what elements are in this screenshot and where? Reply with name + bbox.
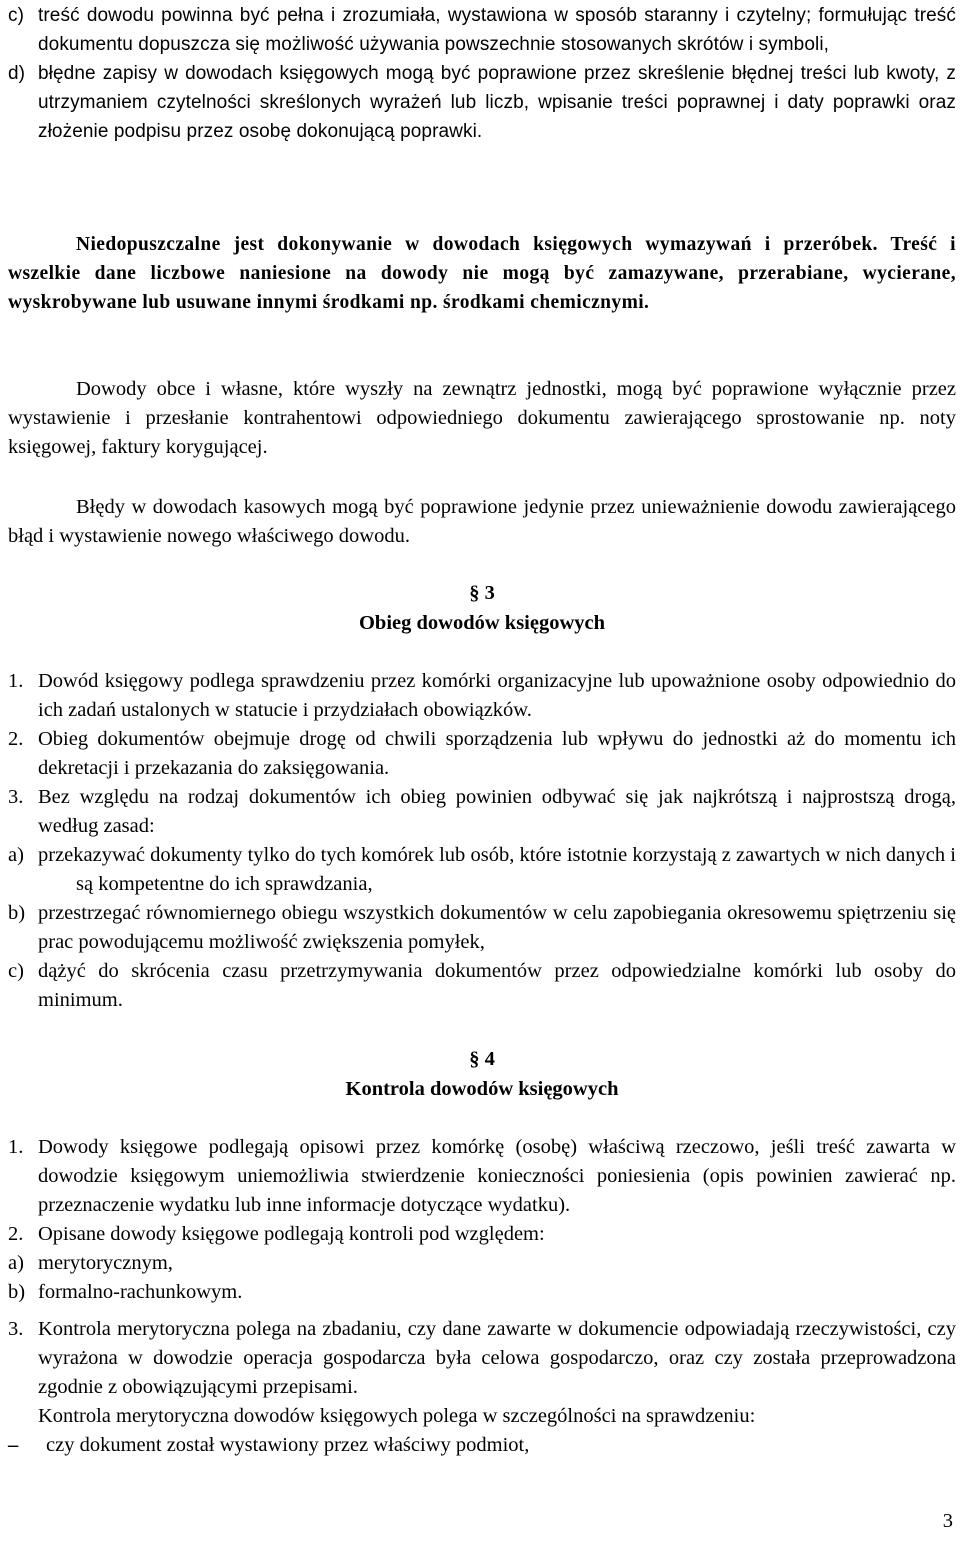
list-marker: 2.	[8, 1223, 24, 1245]
list-item	[8, 667, 956, 725]
section3-list	[8, 667, 956, 1015]
cash-docs-block	[8, 493, 956, 551]
sublist-text: przestrzegać równomiernego obiegu wszystkich dokumentów w celu zapobiegania okresowemu spiętrzeniu się prac powodującemu możliwość zwiększenia pomyłek,	[38, 902, 956, 953]
sublist-text: przekazywać dokumenty tylko do tych komórek lub osób, które istotnie korzystają z zawartych w nich danych i są kompetentne do ich sprawdzania,	[38, 844, 956, 895]
sublist-text: merytorycznym,	[38, 1252, 173, 1274]
list-text: treść dowodu powinna być pełna i zrozumiała, wystawiona w sposób staranny i czytelny; formułując treść dokumentu dopuszcza się możliwość używania powszechnie stosowanych skrótów i symboli,	[38, 5, 956, 55]
section4-list	[8, 1133, 956, 1460]
list-item	[8, 1133, 956, 1220]
list-text: Dowód księgowy podlega sprawdzeniu przez komórki organizacyjne lub upoważnione osoby odpowiednio do ich zadań ustalonych w statucie i przydziałach obowiązków.	[38, 670, 956, 721]
list-marker: 2.	[8, 728, 24, 750]
list-marker: 1.	[8, 670, 24, 692]
section3-heading	[8, 579, 956, 638]
sublist-marker: b)	[8, 1281, 26, 1303]
list-item	[8, 783, 956, 841]
sublist-text: formalno-rachunkowym.	[38, 1281, 243, 1303]
sublist-item	[8, 1278, 956, 1307]
dash-text: czy dokument został wystawiony przez właściwy podmiot,	[46, 1434, 530, 1456]
sublist-marker: c)	[8, 960, 24, 982]
list-item	[8, 1, 956, 59]
paragraph-external: Dowody obce i własne, które wyszły na zewnątrz jednostki, mogą być poprawione wyłącznie przez wystawienie i przesłanie kontrahentowi odpowiedniego dokumentu zawierającego sprostowanie np. noty księgowej, faktury korygującej.	[8, 378, 956, 458]
sublist-text: dążyć do skrócenia czasu przetrzymywania dokumentów przez odpowiedzialne komórki lub osoby do minimum.	[38, 960, 956, 1011]
list-text: błędne zapisy w dowodach księgowych mogą być poprawione przez skreślenie błędnej treści lub kwoty, z utrzymaniem czytelności skreślonych wyrażeń lub liczb, wpisanie treści poprawnej i daty poprawki oraz złożenie podpisu przez osobę dokonującą poprawki.	[38, 63, 956, 142]
list-text: Kontrola merytoryczna dowodów księgowych polega w szczególności na sprawdzeniu:	[38, 1405, 756, 1427]
bold-paragraph: Niedopuszczalne jest dokonywanie w dowodach księgowych wymazywań i przeróbek. Treść i wszelkie dane liczbowe naniesione na dowody nie mogą być zamazywane, przerabiane, wycierane, wyskrobywane lub usuwane innymi środkami np. środkami chemicznymi.	[8, 234, 956, 313]
list-item	[8, 59, 956, 146]
section4-title: Kontrola dowodów księgowych	[345, 1078, 619, 1100]
bold-paragraph-block	[8, 230, 956, 317]
list-text: Opisane dowody księgowe podlegają kontroli pod względem:	[38, 1223, 545, 1245]
list-text: Bez względu na rodzaj dokumentów ich obieg powinien odbywać się jak najkrótszą i najprostszą drogą, według zasad:	[38, 786, 956, 837]
list-marker: 3.	[8, 786, 24, 808]
list-item-continuation	[8, 1402, 956, 1431]
dash-marker: –	[8, 1434, 19, 1456]
list-text: Obieg dokumentów obejmuje drogę od chwili sporządzenia lub wpływu do jednostki aż do momentu ich dekretacji i przekazania do zaksięgowania.	[38, 728, 956, 779]
sublist-marker: a)	[8, 1252, 24, 1274]
section3-number: § 3	[469, 582, 495, 604]
list-item	[8, 725, 956, 783]
paragraph-cash: Błędy w dowodach kasowych mogą być poprawione jedynie przez unieważnienie dowodu zawierającego błąd i wystawienie nowego właściwego dowodu.	[8, 496, 956, 547]
sublist-item	[8, 957, 956, 1015]
list-text: Dowody księgowe podlegają opisowi przez komórkę (osobę) właściwą rzeczowo, jeśli treść zawarta w dowodzie księgowym uniemożliwia stwierdzenie konieczności poniesienia (opis powinien zawierać np. przeznaczenie wydatku lub inne informacje dotyczące wydatku).	[38, 1136, 956, 1216]
list-item	[8, 1220, 956, 1249]
page-number: 3	[942, 1510, 953, 1532]
sublist-marker: b)	[8, 902, 26, 924]
sublist-item	[8, 1249, 956, 1278]
sublist-marker: a)	[8, 844, 24, 866]
section4-number: § 4	[469, 1048, 495, 1070]
section3-title: Obieg dowodów księgowych	[358, 612, 606, 634]
sublist-item	[8, 841, 956, 899]
list-marker: 1.	[8, 1136, 24, 1158]
section4-heading	[8, 1045, 956, 1104]
list-marker: d)	[8, 63, 26, 84]
list-text: Kontrola merytoryczna polega na zbadaniu, czy dane zawarte w dokumencie odpowiadają rzeczywistości, czy wyrażona w dowodzie operacja gospodarcza była celowa gospodarczo, oraz czy została przeprowadzona zgodnie z obowiązującymi przepisami.	[38, 1318, 956, 1398]
list-cd	[8, 1, 956, 146]
list-marker: 3.	[8, 1318, 24, 1340]
external-docs-block	[8, 375, 956, 462]
dash-item	[8, 1431, 956, 1460]
list-item	[8, 1315, 956, 1402]
list-marker: c)	[8, 5, 25, 26]
sublist-item	[8, 899, 956, 957]
